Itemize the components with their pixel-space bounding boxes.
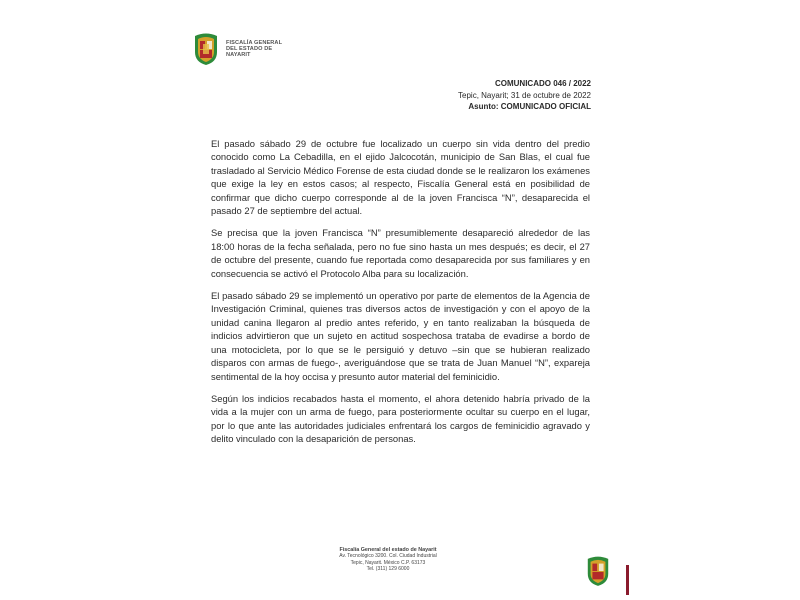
communique-meta [458,78,591,113]
footer-org: Fiscalía General del estado de Nayarit [339,547,437,553]
paragraph: El pasado sábado 29 de octubre fue localizado un cuerpo sin vida dentro del predio conocido como La Cebadilla, en el ejido Jalcocotán, municipio de San Blas, el cual fue trasladado al Servicio Médico Forense de esta ciudad donde se le realizaron los exámenes que exige la ley en estos casos; al respecto, Fiscalía General está en posibilidad de confirmar que dicho cuerpo corresponde al de la joven Francisca “N”, desaparecida el pasado 27 de septiembre del actual. [211,138,590,217]
communique-number: COMUNICADO 046 / 2022 [494,79,591,88]
footer-phone: Tel. (311) 129 6000 [366,566,410,573]
footer-address-line: Tepic, Nayarit. México C.P. 63173 [350,559,426,566]
paragraph: Se precisa que la joven Francisca “N” presumiblemente desapareció alrededor de las 18:00 horas de la fecha señalada, pero no fue sino hasta un mes después; es decir, el 27 de octubre del presente, cuando fue reportada como desaparecida por sus familiares y en consecuencia se activó el Protocolo Alba para su localización. [211,227,590,279]
org-line: DEL ESTADO DE [226,45,273,52]
paragraph: El pasado sábado 29 se implementó un operativo por parte de elementos de la Agencia de Investigación Criminal, quienes tras diversos actos de investigación y con el apoyo de la unidad canina llegaron al predio antes referido, y en tanto realizaban la búsqueda de indicios advirtieron que un sujeto en actitud sospechosa trataba de evadirse a bordo de una motocicleta, por lo que se le persiguió y detuvo –sin que se hubieran realizado disparos con armas de fuego-, averiguándose que se trata de Juan Manuel “N”, expareja sentimental de la hoy occisa y presunto autor material del feminicidio. [211,290,590,382]
state-seal-icon [585,555,611,587]
document-page [180,15,625,600]
accent-bar [626,565,629,595]
footer-address-line: Av. Tecnológico 3200. Col. Ciudad Industrial [339,553,437,560]
subject: Asunto: COMUNICADO OFICIAL [468,102,591,111]
paragraph: Según los indicios recabados hasta el momento, el ahora detenido habría privado de la vida a la mujer con un arma de fuego, para posteriormente ocultar su cuerpo en el lugar, por lo que ante las autoridades judiciales enfrentará los cargos de feminicidio agravado y delito vinculado con la desaparición de personas. [211,392,590,445]
org-line: NAYARIT [226,52,251,59]
footer-address [328,547,448,573]
org-name [226,40,282,59]
communique-body [211,137,590,455]
letterhead [192,32,282,66]
org-line: FISCALÍA GENERAL [226,39,283,46]
state-seal-icon [192,32,220,66]
place-date: Tepic, Nayarit; 31 de octubre de 2022 [458,90,591,100]
